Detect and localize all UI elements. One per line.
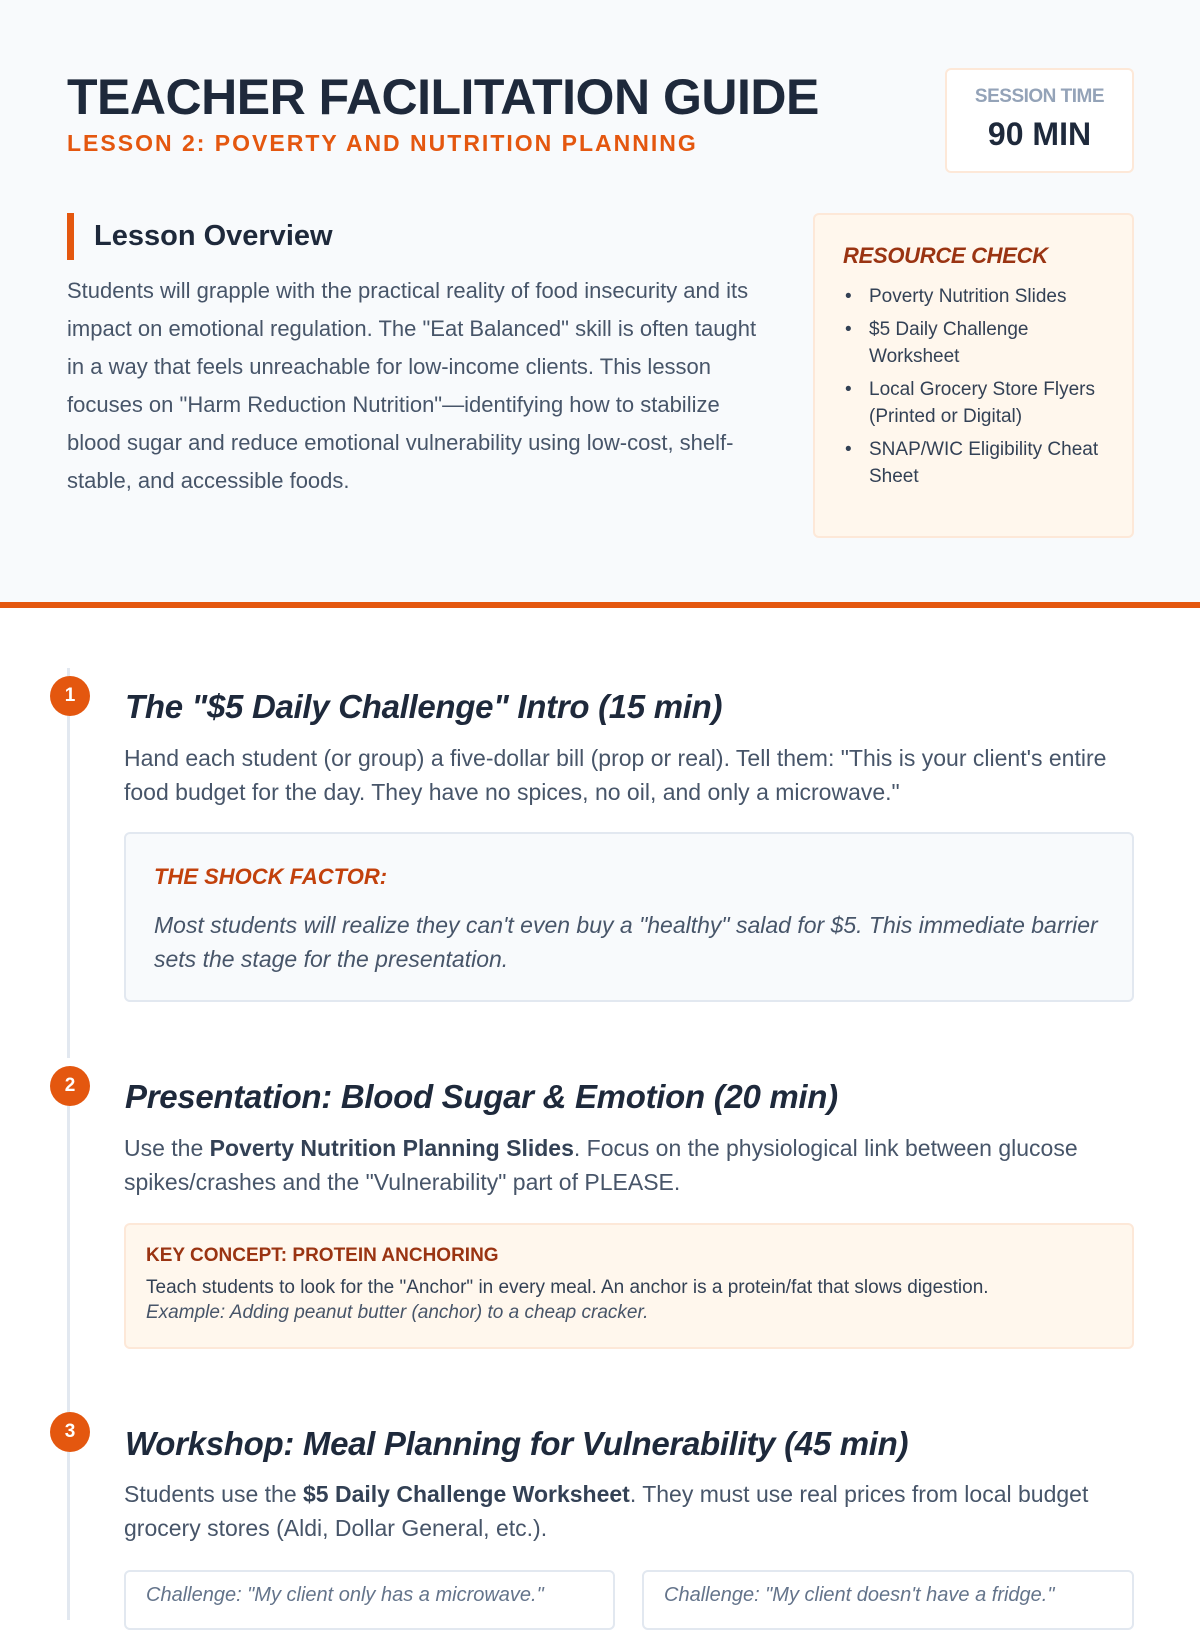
step-text: Use the <box>124 1135 210 1161</box>
step-description <box>124 1131 1134 1199</box>
resource-check-title: RESOURCE CHECK <box>843 243 1048 268</box>
page-title: TEACHER FACILITATION GUIDE <box>67 69 819 125</box>
resource-check-box <box>813 213 1134 538</box>
bullet-icon: • <box>845 319 852 340</box>
step-description <box>124 1477 1134 1545</box>
bullet-icon: • <box>845 439 852 460</box>
step-text: Students use the <box>124 1481 304 1507</box>
resource-list <box>843 283 1106 490</box>
step-title: The "$5 Daily Challenge" Intro (15 min) <box>125 688 723 725</box>
step-title: Workshop: Meal Planning for Vulnerability (45 min) <box>125 1425 909 1462</box>
lesson-subtitle: LESSON 2: POVERTY AND NUTRITION PLANNING <box>67 130 698 156</box>
challenge-card <box>642 1570 1134 1630</box>
session-time-value: 90 MIN <box>987 116 1092 152</box>
session-time-label: SESSION TIME <box>974 86 1105 107</box>
overview-heading <box>67 213 767 260</box>
resource-item-label: Poverty Nutrition Slides <box>869 286 1067 307</box>
shock-factor-callout <box>124 832 1134 1002</box>
resource-item <box>843 436 1106 490</box>
step-description: Hand each student (or group) a five-dollar bill (prop or real). Tell them: "This is your client's entire food budget for the day. They have no spices, no oil, and only a microwave." <box>124 745 1107 805</box>
header <box>0 0 1200 608</box>
step-text: . They must use real prices from local budget grocery stores (Aldi, Dollar General, etc.). <box>124 1481 1089 1541</box>
overview-text: Students will grapple with the practical reality of food insecurity and its impact on emotional regulation. The "Eat Balanced" skill is often taught in a way that feels unreachable for low-income clients. This lesson focuses on "Harm Reduction Nutrition"—identifying how to stabilize blood sugar and reduce emotional vulnerability using low-cost, shelf-stable, and accessible foods. <box>67 278 757 493</box>
lesson-overview <box>67 213 767 500</box>
resource-item <box>843 316 1106 370</box>
bullet-icon: • <box>845 379 852 400</box>
step-text: . Focus on the physiological link between glucose spikes/crashes and the "Vulnerability" part of PLEASE. <box>124 1135 1078 1195</box>
challenge-text: Challenge: "My client only has a microwave." <box>146 1584 544 1606</box>
resource-item-label: Local Grocery Store Flyers (Printed or Digital) <box>869 379 1095 427</box>
overview-title: Lesson Overview <box>94 220 333 252</box>
challenge-card <box>124 1570 615 1630</box>
resource-item <box>843 283 1106 310</box>
callout-text: Most students will realize they can't even buy a "healthy" salad for $5. This immediate barrier sets the stage for the presentation. <box>154 912 1098 972</box>
step-text-bold: Poverty Nutrition Planning Slides <box>209 1135 574 1161</box>
challenge-text: Challenge: "My client doesn't have a fridge." <box>664 1584 1055 1606</box>
step-title: Presentation: Blood Sugar & Emotion (20 min) <box>125 1078 838 1115</box>
session-time-box <box>945 68 1134 173</box>
resource-item <box>843 376 1106 430</box>
step-number-badge: 3 <box>50 1412 90 1452</box>
overview-accent-bar <box>67 213 74 260</box>
bullet-icon: • <box>845 286 852 307</box>
callout-title: KEY CONCEPT: PROTEIN ANCHORING <box>146 1245 499 1266</box>
callout-text: Teach students to look for the "Anchor" in every meal. An anchor is a protein/fat that slows digestion. <box>146 1277 989 1298</box>
callout-example: Example: Adding peanut butter (anchor) to a cheap cracker. <box>146 1302 649 1323</box>
timeline-line <box>67 668 70 1058</box>
step-number-badge: 1 <box>50 676 90 716</box>
key-concept-callout <box>124 1223 1134 1349</box>
step-text-bold: $5 Daily Challenge Worksheet <box>303 1481 630 1507</box>
resource-item-label: $5 Daily Challenge Worksheet <box>869 319 1029 367</box>
callout-title: THE SHOCK FACTOR: <box>154 864 388 889</box>
title-block <box>67 68 819 157</box>
resource-item-label: SNAP/WIC Eligibility Cheat Sheet <box>869 439 1099 487</box>
step-number-badge: 2 <box>50 1066 90 1106</box>
timeline-line <box>67 1076 70 1438</box>
